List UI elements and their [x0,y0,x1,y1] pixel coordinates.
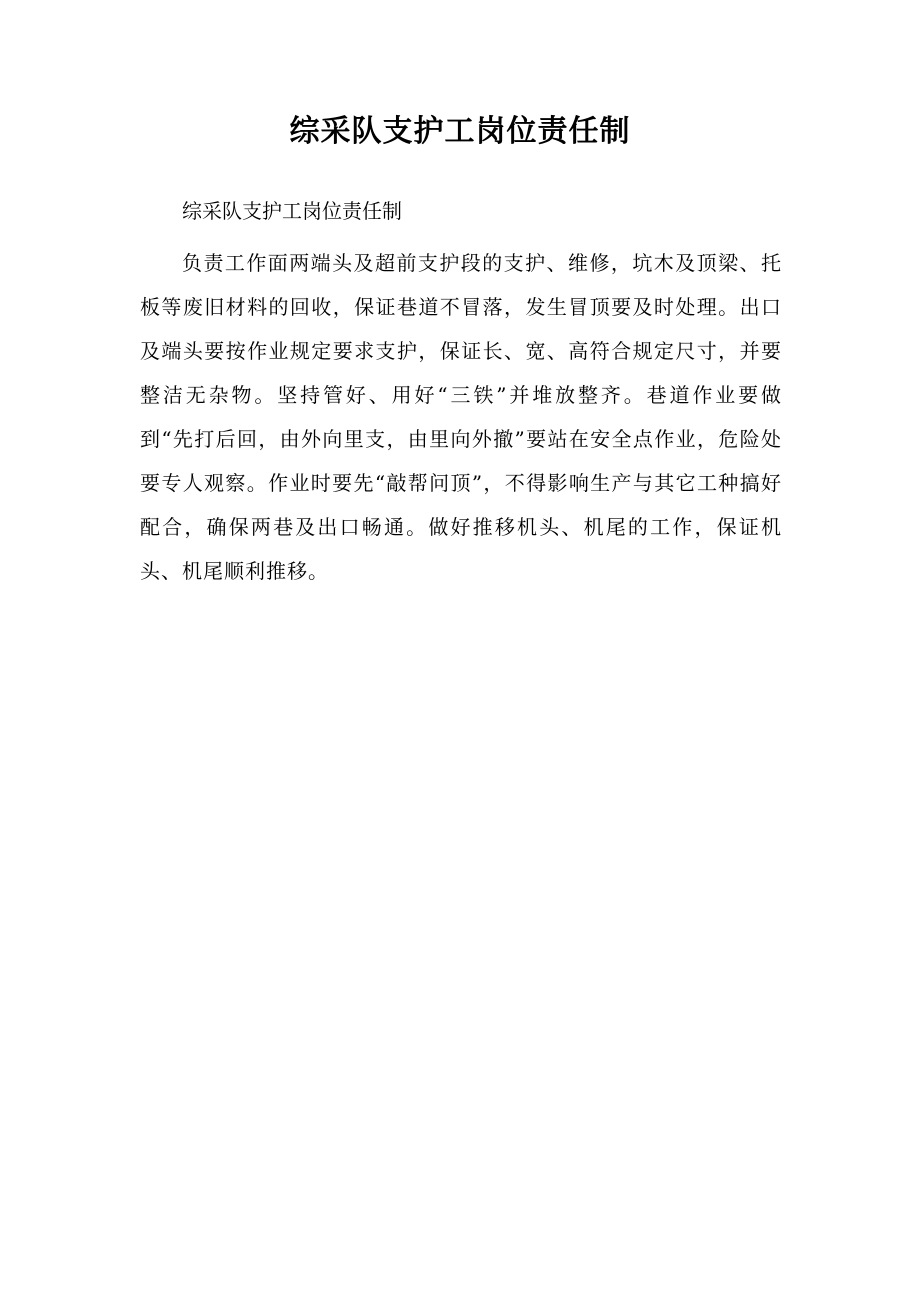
document-subtitle: 综采队支护工岗位责任制 [182,199,402,223]
body-paragraph: 负责工作面两端头及超前支护段的支护、维修，坑木及顶梁、托板等废旧材料的回收，保证巷道不冒落，发生冒顶要及时处理。出口及端头要按作业规定要求支护，保证长、宽、高符合规定尺寸，并要整洁无杂物。坚持管好、用好“三铁”并堆放整齐。巷道作业要做到“先打后回，由外向里支，由里向外撤”要站在安全点作业，危险处要专人观察。作业时要先“敲帮问顶”，不得影响生产与其它工种搞好配合，确保两巷及出口畅通。做好推移机头、机尾的工作，保证机头、机尾顺利推移。 [140,251,782,583]
document-title: 综采队支护工岗位责任制 [289,114,631,149]
document-content [140,195,782,593]
